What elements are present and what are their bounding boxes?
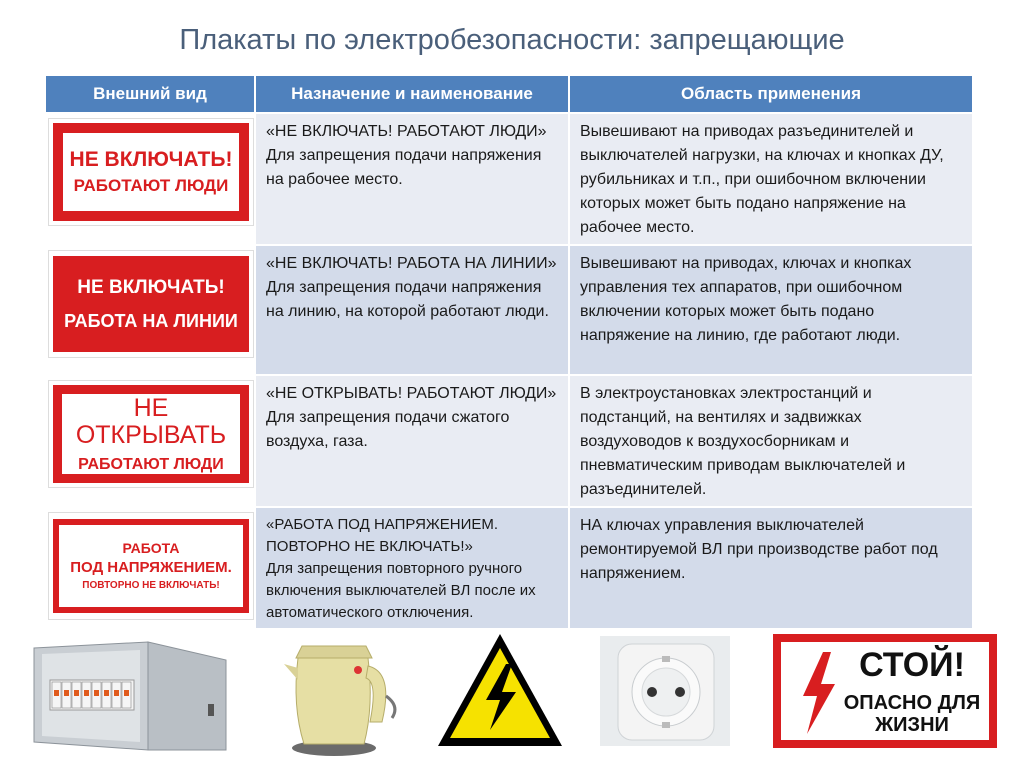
area-cell: Вывешивают на приводах разъединителей и выключателей нагрузки, на ключах и кнопках ДУ, рубильниках и т.п., при ошибочном включении которых может быть подано напряжение на рабочее место. [570,114,972,244]
header-purpose-name: Назначение и наименование [256,76,568,112]
table-row [46,376,972,506]
poster-purpose: Для запрещения подачи напряжения на рабочее место. [266,147,542,188]
electrical-panel-image [30,638,230,756]
table-row [46,508,972,628]
poster-line: РАБОТА [122,539,180,556]
poster-line: ПОД НАПРЯЖЕНИЕМ. [70,558,232,576]
header-application-area: Область применения [570,76,972,112]
name-cell [256,114,568,244]
poster-name: «НЕ ВКЛЮЧАТЬ! РАБОТА НА ЛИНИИ» [266,255,557,272]
lightning-bolt-icon [797,652,839,734]
poster-line: НЕ ВКЛЮЧАТЬ! [69,148,233,172]
table-header-row [46,76,972,112]
bottom-images-strip [0,630,1024,767]
power-socket-image [600,636,730,746]
stop-sign-line1: СТОЙ! [859,646,965,684]
appearance-cell [46,376,254,506]
header-appearance: Внешний вид [46,76,254,112]
poster-name: «НЕ ВКЛЮЧАТЬ! РАБОТАЮТ ЛЮДИ» [266,123,547,140]
poster-purpose: Для запрещения повторного ручного включения выключателей ВЛ после их автоматического отключения. [266,560,536,621]
poster-name: «НЕ ОТКРЫВАТЬ! РАБОТАЮТ ЛЮДИ» [266,385,557,402]
area-cell: НА ключах управления выключателей ремонтируемой ВЛ при производстве работ под напряжением. [570,508,972,628]
name-cell [256,508,568,628]
poster-purpose: Для запрещения подачи напряжения на линию, на которой работают люди. [266,279,549,320]
poster-line: НЕ ОТКРЫВАТЬ [75,393,227,450]
table-row [46,246,972,374]
area-cell: Вывешивают на приводах, ключах и кнопках управления тех аппаратов, при ошибочном включении которых может быть подано напряжение на линию, где работают люди. [570,246,972,374]
electric-kettle-image [282,636,402,760]
stop-sign-line3: ЖИЗНИ [875,714,949,736]
poster-ne-vklyuchat-rabota-na-linii [48,250,254,358]
area-cell: В электроустановках электростанций и подстанций, на вентилях и задвижках воздуховодов к воздухосборникам и пневматическим приводам выключателей и разъединителей. [570,376,972,506]
poster-line: ПОВТОРНО НЕ ВКЛЮЧАТЬ! [82,580,220,592]
table-row [46,114,972,244]
appearance-cell [46,114,254,244]
posters-table [44,74,974,630]
poster-line: РАБОТАЮТ ЛЮДИ [73,176,229,196]
poster-purpose: Для запрещения подачи сжатого воздуха, газа. [266,409,510,450]
poster-line: НЕ ВКЛЮЧАТЬ! [77,276,225,298]
name-cell [256,246,568,374]
stop-sign-line2: ОПАСНО ДЛЯ [843,692,981,714]
page-title: Плакаты по электробезопасности: запрещающие [179,24,845,56]
appearance-cell [46,246,254,374]
poster-line: РАБОТАЮТ ЛЮДИ [78,455,224,473]
appearance-cell [46,508,254,628]
poster-name: «РАБОТА ПОД НАПРЯЖЕНИЕМ. ПОВТОРНО НЕ ВКЛЮЧАТЬ!» [266,516,499,555]
poster-line: РАБОТА НА ЛИНИИ [64,310,238,331]
stop-danger-sign [773,634,997,748]
poster-rabota-pod-napryazheniem [48,512,254,620]
high-voltage-warning-icon [434,630,566,750]
name-cell [256,376,568,506]
poster-ne-otkryvat-rabotayut-lyudi [48,380,254,488]
poster-ne-vklyuchat-rabotayut-lyudi [48,118,254,226]
